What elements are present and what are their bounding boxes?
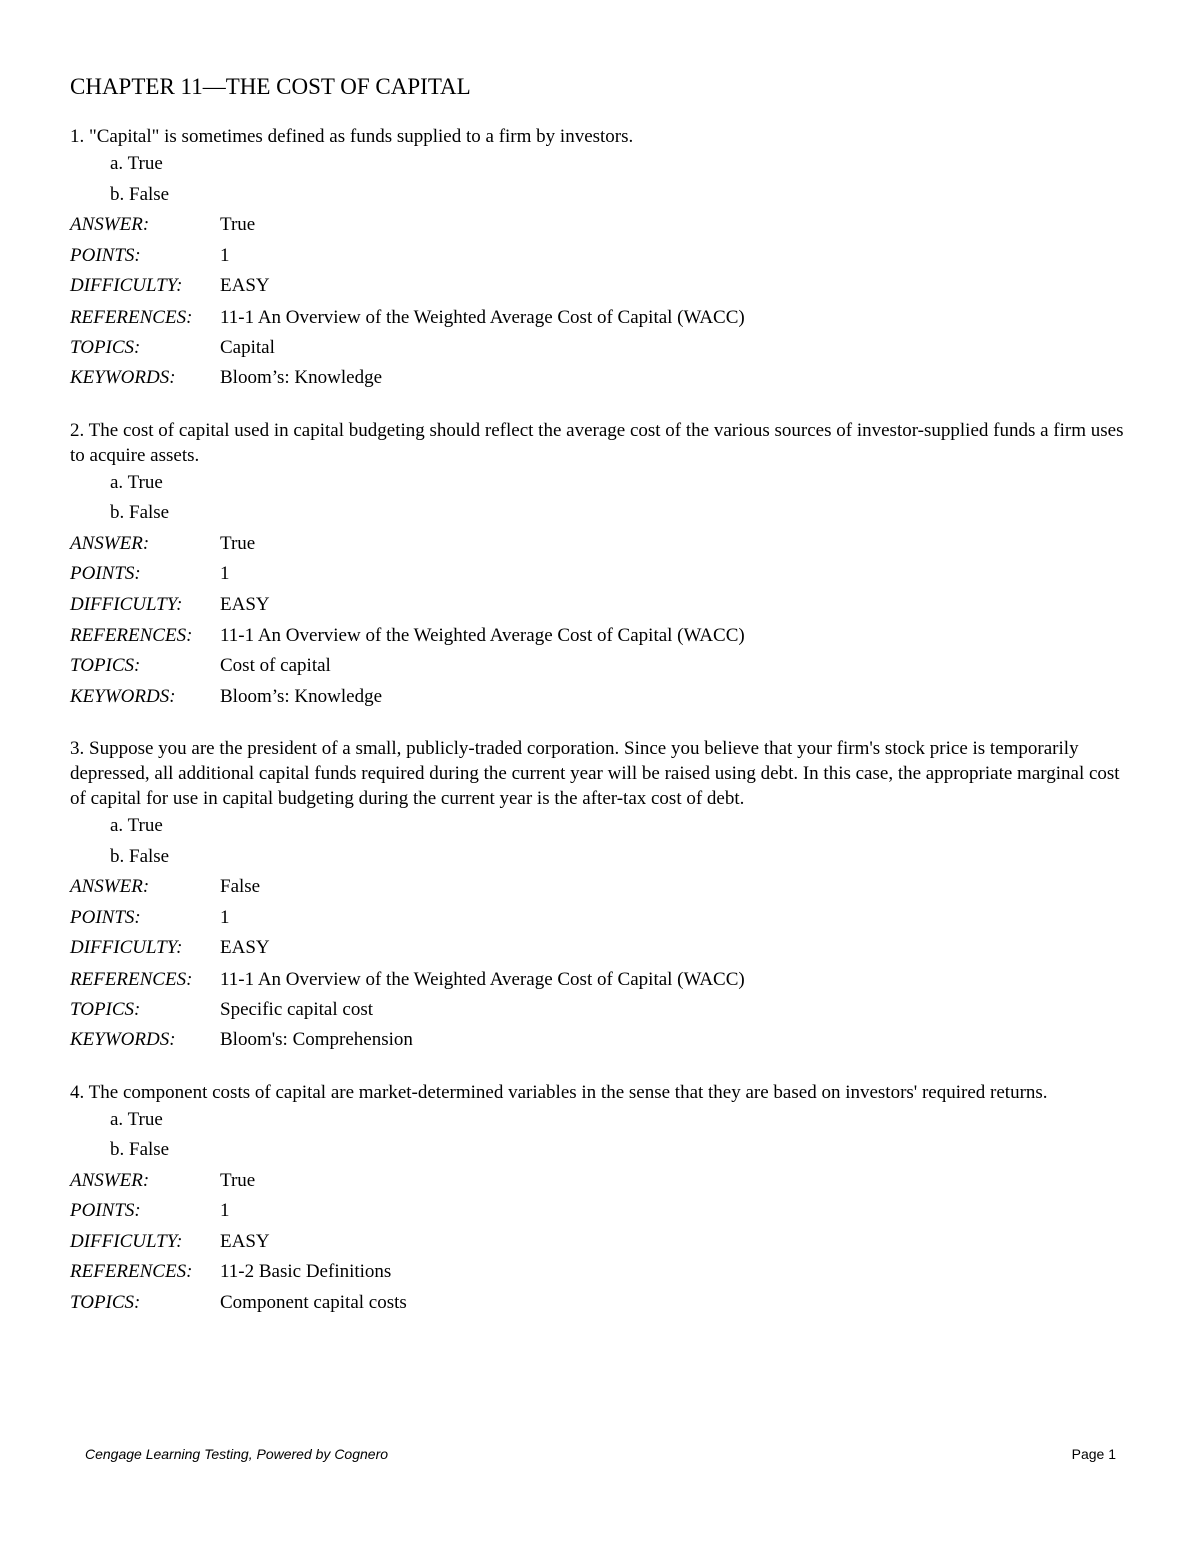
points-label: POINTS: xyxy=(70,563,141,584)
difficulty-label: DIFFICULTY: xyxy=(70,275,183,296)
topics-value: Capital xyxy=(220,336,275,358)
topics-row xyxy=(70,651,1140,682)
references-label: REFERENCES: xyxy=(70,625,193,646)
option-false: b. False xyxy=(110,183,170,205)
references-label: REFERENCES: xyxy=(70,1261,193,1282)
question-text: 4. The component costs of capital are market-determined variables in the sense that they are based on investors' required returns. xyxy=(70,1081,1048,1103)
answer-row xyxy=(70,210,1140,241)
difficulty-row xyxy=(70,590,1140,621)
references-value: 11-2 Basic Definitions xyxy=(220,1261,392,1282)
question-2 xyxy=(70,418,1140,713)
topics-row xyxy=(70,333,1140,364)
answer-label: ANSWER: xyxy=(70,532,150,554)
points-label: POINTS: xyxy=(70,244,141,266)
option-true: a. True xyxy=(110,153,163,174)
answer-value: False xyxy=(220,876,261,897)
difficulty-value: EASY xyxy=(220,1230,270,1252)
points-row xyxy=(70,241,1140,272)
points-label: POINTS: xyxy=(70,906,141,928)
answer-value: True xyxy=(220,532,256,554)
question-text: 3. Suppose you are the president of a small, publicly-traded corporation. Since you believe that your firm's stock price is temporarily depressed, all additional capital funds required during the current year will be raised using debt. In this case, the appropriate marginal cost of capital for use in capital budgeting during the current year is the after-tax cost of debt. xyxy=(70,738,1120,809)
references-label: REFERENCES: xyxy=(70,306,193,328)
difficulty-value: EASY xyxy=(220,593,270,615)
points-label: POINTS: xyxy=(70,1200,141,1221)
difficulty-row xyxy=(70,1227,1140,1258)
difficulty-label: DIFFICULTY: xyxy=(70,937,183,958)
references-value: 11-1 An Overview of the Weighted Average Cost of Capital (WACC) xyxy=(220,968,745,990)
keywords-value: Bloom’s: Knowledge xyxy=(220,685,383,707)
references-value: 11-1 An Overview of the Weighted Average Cost of Capital (WACC) xyxy=(220,306,745,328)
answer-row xyxy=(70,529,1140,560)
references-label: REFERENCES: xyxy=(70,968,193,990)
points-row xyxy=(70,903,1140,934)
keywords-label: KEYWORDS: xyxy=(70,1029,176,1050)
question-4 xyxy=(70,1080,1140,1319)
topics-label: TOPICS: xyxy=(70,998,141,1020)
question-1 xyxy=(70,124,1140,394)
difficulty-row xyxy=(70,271,1140,302)
keywords-row xyxy=(70,363,1140,394)
question-text: 2. The cost of capital used in capital budgeting should reflect the average cost of the various sources of investor-supplied funds a firm uses to acquire assets. xyxy=(70,419,1124,466)
references-row xyxy=(70,1257,1140,1288)
points-value: 1 xyxy=(220,1200,230,1221)
answer-label: ANSWER: xyxy=(70,214,150,235)
option-true: a. True xyxy=(110,1108,163,1130)
topics-row xyxy=(70,995,1140,1026)
references-row xyxy=(70,620,1140,651)
difficulty-value: EASY xyxy=(220,937,270,958)
option-false: b. False xyxy=(110,502,170,523)
chapter-title: CHAPTER 11—THE COST OF CAPITAL xyxy=(70,74,471,99)
keywords-value: Bloom’s: Knowledge xyxy=(220,367,383,388)
document-page xyxy=(70,72,1140,1342)
page-number: Page 1 xyxy=(1071,1446,1116,1462)
topics-label: TOPICS: xyxy=(70,1291,141,1313)
points-row xyxy=(70,1196,1140,1227)
answer-row xyxy=(70,872,1140,903)
points-value: 1 xyxy=(220,563,230,584)
topics-value: Cost of capital xyxy=(220,655,331,676)
question-text: 1. "Capital" is sometimes defined as funds supplied to a firm by investors. xyxy=(70,126,634,147)
answer-value: True xyxy=(220,214,256,235)
difficulty-label: DIFFICULTY: xyxy=(70,1230,183,1252)
difficulty-value: EASY xyxy=(220,275,270,296)
page-footer xyxy=(85,1446,1116,1462)
difficulty-label: DIFFICULTY: xyxy=(70,593,183,615)
answer-label: ANSWER: xyxy=(70,1169,150,1191)
keywords-row xyxy=(70,1025,1140,1056)
points-row xyxy=(70,559,1140,590)
points-value: 1 xyxy=(220,906,230,928)
question-3 xyxy=(70,736,1140,1056)
references-row xyxy=(70,302,1140,333)
keywords-label: KEYWORDS: xyxy=(70,367,176,388)
keywords-label: KEYWORDS: xyxy=(70,685,176,707)
answer-row xyxy=(70,1166,1140,1197)
keywords-value: Bloom's: Comprehension xyxy=(220,1029,413,1050)
topics-label: TOPICS: xyxy=(70,655,141,676)
option-false: b. False xyxy=(110,1139,170,1160)
references-row xyxy=(70,964,1140,995)
keywords-row xyxy=(70,682,1140,713)
answer-value: True xyxy=(220,1169,256,1191)
difficulty-row xyxy=(70,933,1140,964)
answer-label: ANSWER: xyxy=(70,876,150,897)
points-value: 1 xyxy=(220,244,230,266)
topics-row xyxy=(70,1288,1140,1319)
footer-publisher: Cengage Learning Testing, Powered by Cognero xyxy=(85,1446,389,1462)
topics-label: TOPICS: xyxy=(70,336,141,358)
option-false: b. False xyxy=(110,845,170,867)
option-true: a. True xyxy=(110,471,163,493)
topics-value: Specific capital cost xyxy=(220,998,373,1020)
option-true: a. True xyxy=(110,815,163,836)
topics-value: Component capital costs xyxy=(220,1291,407,1313)
references-value: 11-1 An Overview of the Weighted Average Cost of Capital (WACC) xyxy=(220,625,745,646)
